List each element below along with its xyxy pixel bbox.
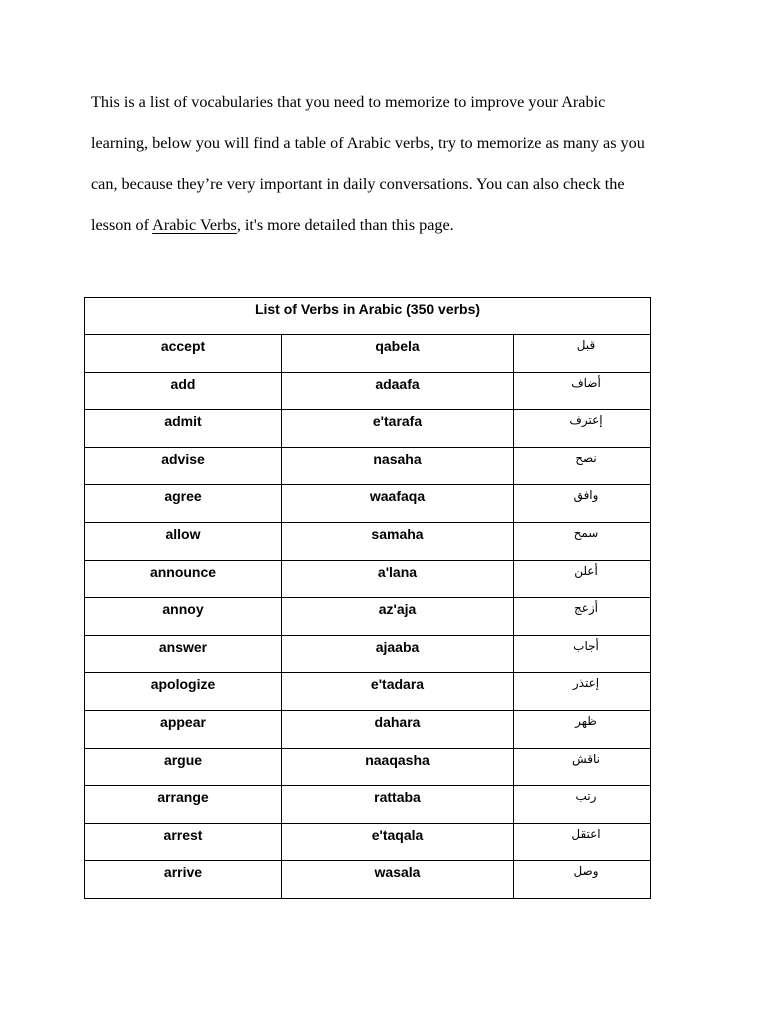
transliteration-cell: ajaaba bbox=[282, 635, 514, 673]
arabic-cell: أجاب bbox=[514, 635, 651, 673]
intro-line-4-prefix: lesson of bbox=[91, 216, 153, 234]
transliteration-cell: nasaha bbox=[282, 447, 514, 485]
transliteration-cell: waafaqa bbox=[282, 485, 514, 523]
english-cell: agree bbox=[85, 485, 282, 523]
english-cell: appear bbox=[85, 710, 282, 748]
english-cell: allow bbox=[85, 522, 282, 560]
arabic-cell: وافق bbox=[514, 485, 651, 523]
english-cell: arrive bbox=[85, 861, 282, 899]
english-cell: advise bbox=[85, 447, 282, 485]
arabic-cell: سمح bbox=[514, 522, 651, 560]
table-body bbox=[85, 335, 651, 899]
transliteration-cell: naaqasha bbox=[282, 748, 514, 786]
table-row bbox=[85, 786, 651, 824]
table-row bbox=[85, 710, 651, 748]
arabic-cell: نصح bbox=[514, 447, 651, 485]
arabic-cell: إعترف bbox=[514, 410, 651, 448]
table-row bbox=[85, 823, 651, 861]
transliteration-cell: rattaba bbox=[282, 786, 514, 824]
table-row bbox=[85, 635, 651, 673]
intro-line-4 bbox=[91, 205, 691, 246]
english-cell: argue bbox=[85, 748, 282, 786]
arabic-cell: اعتقل bbox=[514, 823, 651, 861]
transliteration-cell: dahara bbox=[282, 710, 514, 748]
transliteration-cell: wasala bbox=[282, 861, 514, 899]
arabic-verbs-link[interactable]: Arabic Verbs bbox=[152, 216, 237, 234]
transliteration-cell: a'lana bbox=[282, 560, 514, 598]
table-row bbox=[85, 485, 651, 523]
table-row bbox=[85, 748, 651, 786]
english-cell: add bbox=[85, 372, 282, 410]
table-row bbox=[85, 372, 651, 410]
english-cell: arrest bbox=[85, 823, 282, 861]
english-cell: annoy bbox=[85, 598, 282, 636]
arabic-cell: ظهر bbox=[514, 710, 651, 748]
verbs-table bbox=[84, 297, 651, 899]
arabic-cell: أزعج bbox=[514, 598, 651, 636]
english-cell: admit bbox=[85, 410, 282, 448]
intro-paragraph bbox=[91, 82, 691, 246]
table-row bbox=[85, 560, 651, 598]
table-row bbox=[85, 447, 651, 485]
english-cell: apologize bbox=[85, 673, 282, 711]
transliteration-cell: e'tarafa bbox=[282, 410, 514, 448]
transliteration-cell: adaafa bbox=[282, 372, 514, 410]
intro-line-1: This is a list of vocabularies that you need to memorize to improve your Arabic bbox=[91, 93, 606, 111]
arabic-cell: ناقش bbox=[514, 748, 651, 786]
arabic-cell: إعتذر bbox=[514, 673, 651, 711]
arabic-cell: قبل bbox=[514, 335, 651, 373]
intro-line-4-suffix: , it's more detailed than this page. bbox=[236, 216, 454, 234]
english-cell: accept bbox=[85, 335, 282, 373]
arabic-cell: رتب bbox=[514, 786, 651, 824]
intro-line-2: learning, below you will find a table of Arabic verbs, try to memorize as many as you bbox=[91, 134, 645, 152]
transliteration-cell: qabela bbox=[282, 335, 514, 373]
intro-line-3: can, because they’re very important in daily conversations. You can also check the bbox=[91, 175, 625, 193]
english-cell: arrange bbox=[85, 786, 282, 824]
table-row bbox=[85, 861, 651, 899]
transliteration-cell: samaha bbox=[282, 522, 514, 560]
english-cell: answer bbox=[85, 635, 282, 673]
table-row bbox=[85, 335, 651, 373]
arabic-cell: وصل bbox=[514, 861, 651, 899]
arabic-cell: أضاف bbox=[514, 372, 651, 410]
table-title: List of Verbs in Arabic (350 verbs) bbox=[85, 298, 651, 335]
transliteration-cell: e'tadara bbox=[282, 673, 514, 711]
english-cell: announce bbox=[85, 560, 282, 598]
table-row bbox=[85, 410, 651, 448]
table-row bbox=[85, 598, 651, 636]
table-title-row bbox=[85, 298, 651, 335]
table-row bbox=[85, 522, 651, 560]
table-row bbox=[85, 673, 651, 711]
arabic-cell: أعلن bbox=[514, 560, 651, 598]
transliteration-cell: az'aja bbox=[282, 598, 514, 636]
transliteration-cell: e'taqala bbox=[282, 823, 514, 861]
